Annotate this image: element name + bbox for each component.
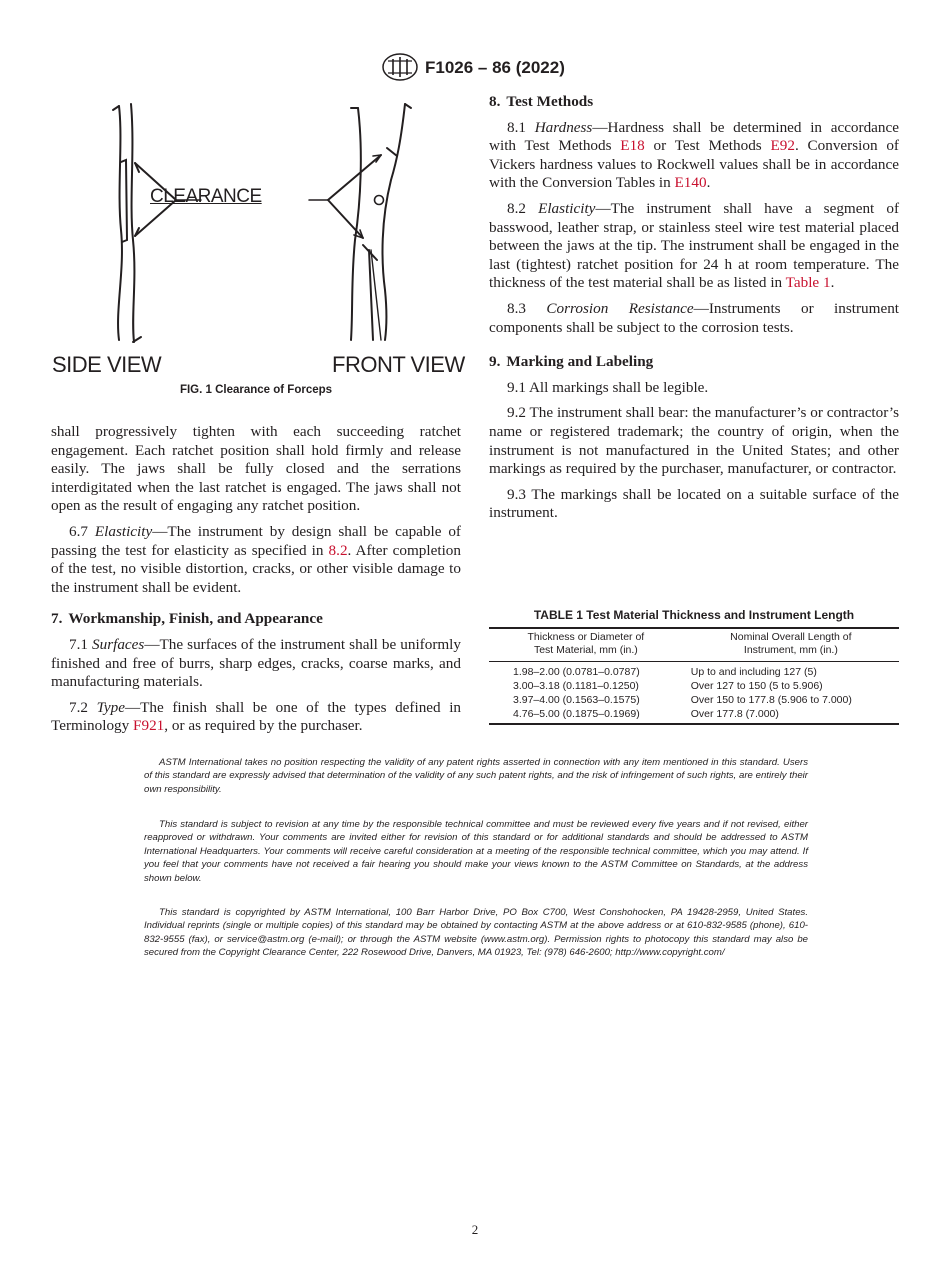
term: Elasticity [94,522,153,540]
link-table-1[interactable]: Table 1 [785,274,831,292]
table-cell: 4.76–5.00 (0.1875–0.1969) [489,707,683,724]
table-cell: 1.98–2.00 (0.0781–0.0787) [513,666,640,678]
section-title: Test Methods [506,93,594,110]
footnote-text: ASTM International takes no position respecting the validity of any patent rights asserted in connection with any item mentioned in this standard. Users of this standard are expressly advised that determination of the validity of any such patent rights, and the risk of infringement of such rights, are entirely their own responsibility. [144,757,808,795]
paragraph-text: —Hardness shall be determined in accordance with Test Methods [489,118,899,155]
table-cell: 3.00–3.18 (0.1181–0.1250) [513,680,639,692]
header-line: Thickness or Diameter of [527,631,645,643]
section-number: 9. [489,353,501,371]
link-e140[interactable]: E140 [674,174,707,192]
paragraph-8-2 [489,200,899,293]
table-cell: Up to and including 127 (5) [690,666,817,678]
link-e18[interactable]: E18 [620,137,645,155]
right-column [489,93,899,530]
table-header-thickness [489,628,683,662]
table-cell: Over 177.8 (7.000) [683,707,899,724]
astm-logo-icon [381,52,419,82]
footnote-text: This standard is copyrighted by ASTM International, 100 Barr Harbor Drive, PO Box C700, West Conshohocken, PA 19428-2959, United States. Individual reprints (single or multiple copies) of this standard may be obtained by contacting ASTM at the above address or at 610-832-9585 (phone), 610-832-9555 (fax), or service@astm.org (e-mail); or through the ASTM website (www.astm.org). Permission rights to photocopy this standard may also be secured from the Copyright Clearance Center, 222 Rosewood Drive, Danvers, MA 01923, Tel: (978) 646-2600; http://www.copyright.com/ [144,907,808,959]
paragraph-text: . Conversion of Vickers hardness values to Rockwell values shall be in accordance with the Conversion Tables in [489,137,899,192]
paragraph-text: or Test Methods [644,137,771,155]
paragraph-9-2: 9.2 The instrument shall bear: the manufacturer’s or contractor’s name or registered trademark; the country of origin, when the instrument is not manufactured in the United States; and other markings as required by the purchaser, manufacturer, or contractor. [489,404,899,478]
front-view-label: FRONT VIEW [332,352,465,377]
paragraph-9-1: 9.1 All markings shall be legible. [507,378,709,396]
paragraph-7-1 [51,636,461,692]
paragraph-number: 7.2 [69,698,88,716]
table-1 [489,627,899,725]
paragraph-text: . After completion of the test, no visible distortion, cracks, or other visible damage to the instrument shall be evident. [51,541,461,596]
paragraph-text: —Instruments or instrument components shall be subject to the corrosion tests. [489,299,900,336]
paragraph-9-3: 9.3 The markings shall be located on a suitable surface of the instrument. [489,485,899,522]
paragraph-7-2 [51,699,461,736]
table-row [489,662,899,680]
paragraph-6-7 [51,523,461,597]
footnote-patent [144,756,808,796]
clearance-label: CLEARANCE [150,186,262,207]
page-number: 2 [471,1222,479,1237]
paragraph-number: 8.1 [507,118,526,136]
section-number: 8. [489,93,501,110]
paragraph-text: —The finish shall be one of the types defined in Terminology [51,698,462,735]
term: Surfaces [92,635,145,653]
table-cell: Over 127 to 150 (5 to 5.906) [690,680,823,692]
standard-designation: F1026 – 86 (2022) [425,58,565,77]
header-line: Nominal Overall Length of [730,631,852,643]
header-line: Instrument, mm (in.) [743,644,838,656]
paragraph-number: 8.2 [507,199,526,217]
paragraph-text: . [830,274,835,292]
footnote-revision [144,818,808,885]
paragraph-text: —The instrument shall have a segment of basswood, leather strap, or stainless steel wire test material placed between the jaws at the tip. The instrument shall be engaged in the last (tightest) ratchet position for 24 h at room temperature. The thickness of the test material shall be as listed in [489,199,899,292]
table-header-length [683,628,899,662]
paragraph-text: —The surfaces of the instrument shall be uniformly finished and free of burrs, sharp edges, cracks, coarse marks, and manufacturing materials. [51,635,462,691]
footnote-copyright [144,906,808,960]
table-row [489,693,899,707]
table-row [489,707,899,724]
continuation-paragraph: shall progressively tighten with each succeeding ratchet engagement. Each ratchet position shall hold firmly and release easily. The jaws shall be fully closed and the serrations interdigitated when the last ratchet is engaged. The jaws shall not open as the result of engaging any ratchet position. [51,423,461,515]
section-title: Workmanship, Finish, and Appearance [68,610,323,628]
paragraph-number: 7.1 [69,635,88,653]
paragraph-number: 6.7 [69,522,88,540]
paragraph-8-3 [489,300,899,337]
paragraph-text: —The instrument by design shall be capable of passing the test for elasticity as specified in [51,522,461,559]
header-line: Test Material, mm (in.) [533,644,638,656]
link-8-2[interactable]: 8.2 [328,541,348,559]
section-title: Marking and Labeling [506,353,654,371]
table-row [489,679,899,693]
table-cell: 3.97–4.00 (0.1563–0.1575) [513,694,640,706]
left-column [51,423,461,743]
link-e92[interactable]: E92 [770,137,795,155]
footnote-text: This standard is subject to revision at any time by the responsible technical committee and must be reviewed every five years and if not revised, either reapproved or withdrawn. Your comments are invited either for revision of this standard or for additional standards and should be addressed to ASTM International Headquarters. Your comments will receive careful consideration at a meeting of the responsible technical committee, which you may attend. If you feel that your comments have not received a fair hearing you should make your views known to the ASTM Committee on Standards, at the address shown below. [144,819,808,884]
term: Type [96,698,125,716]
paragraph-text: , or as required by the purchaser. [164,717,363,735]
term: Hardness [534,118,593,136]
paragraph-number: 8.3 [507,299,526,317]
forceps-clearance-figure [51,100,461,350]
table-1-title: TABLE 1 Test Material Thickness and Instrument Length [533,608,855,622]
section-7-heading [51,610,461,629]
term: Corrosion Resistance [546,299,694,317]
paragraph-text: . [706,174,711,192]
figure-caption: FIG. 1 Clearance of Forceps [179,384,333,396]
section-number: 7. [51,610,63,628]
section-8-heading [489,93,899,112]
term: Elasticity [538,199,596,217]
table-cell: Over 150 to 177.8 (5.906 to 7.000) [690,694,852,706]
side-view-label: SIDE VIEW [52,352,162,377]
paragraph-8-1 [489,119,899,193]
link-f921[interactable]: F921 [133,717,165,735]
section-9-heading [489,353,899,372]
